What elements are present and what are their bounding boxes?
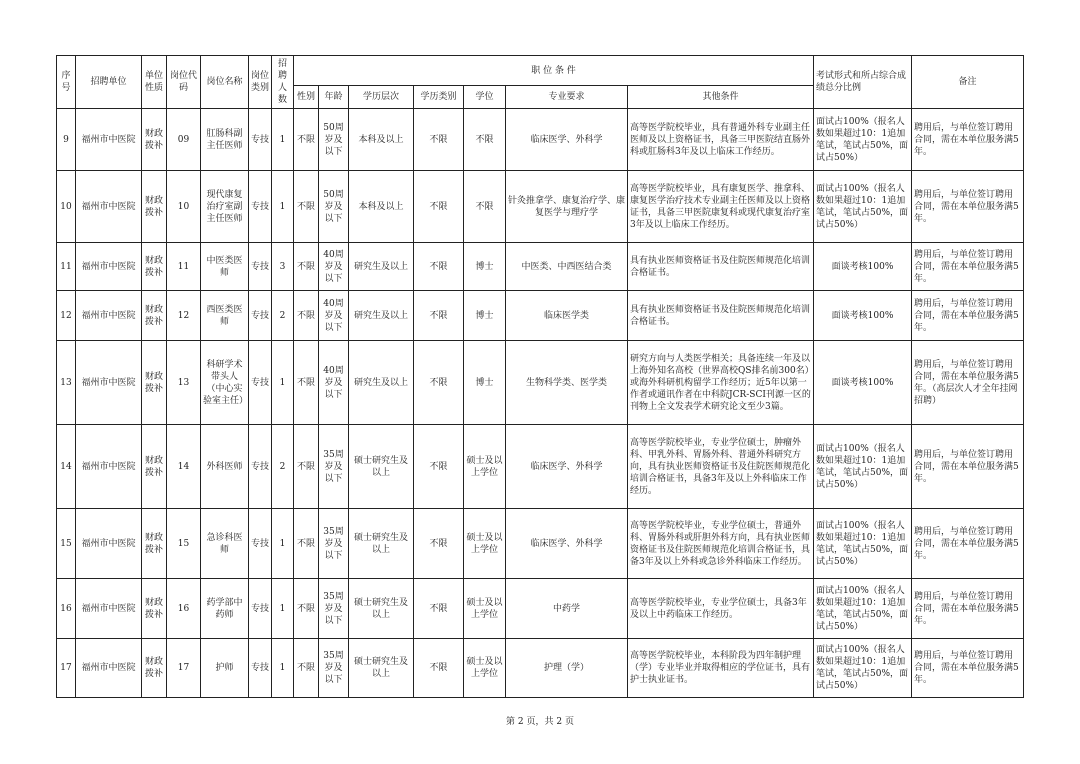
cell-code: 12 — [167, 291, 201, 341]
cell-major: 生物科学类、医学类 — [506, 341, 628, 425]
cell-age: 35周岁及以下 — [319, 425, 349, 509]
header-remark: 备注 — [912, 56, 1024, 109]
cell-nature: 财政拨补 — [142, 509, 167, 579]
cell-remark: 聘用后，与单位签订聘用合同，需在本单位服务满5年。 — [912, 243, 1024, 291]
cell-nature: 财政拨补 — [142, 639, 167, 698]
cell-other: 高等医学院校毕业，专业学位硕士，普通外科、胃肠外科或肝胆外科方向，具有执业医师资格证书及住院医师规范化培训合格证书，具备3年及以上外科或急诊外科临床工作经历。 — [628, 509, 814, 579]
cell-major: 中医类、中西医结合类 — [506, 243, 628, 291]
table-row — [57, 639, 1024, 698]
cell-edu-level: 本科及以上 — [349, 109, 414, 171]
header-edu-type: 学历类别 — [414, 86, 464, 109]
page-footer: 第 2 页，共 2 页 — [506, 717, 574, 727]
cell-seq: 15 — [57, 509, 76, 579]
cell-gender: 不限 — [294, 639, 319, 698]
cell-gender: 不限 — [294, 579, 319, 639]
cell-edu-type: 不限 — [414, 425, 464, 509]
cell-category: 专技 — [249, 341, 272, 425]
cell-category: 专技 — [249, 425, 272, 509]
cell-remark: 聘用后，与单位签订聘用合同，需在本单位服务满5年。 — [912, 291, 1024, 341]
cell-edu-level: 硕士研究生及以上 — [349, 579, 414, 639]
cell-seq: 9 — [57, 109, 76, 171]
cell-age: 35周岁及以下 — [319, 639, 349, 698]
cell-seq: 16 — [57, 579, 76, 639]
header-conditions: 职 位 条 件 — [294, 56, 814, 86]
cell-seq: 12 — [57, 291, 76, 341]
cell-unit: 福州市中医院 — [76, 109, 142, 171]
cell-count: 1 — [272, 171, 294, 243]
cell-nature: 财政拨补 — [142, 171, 167, 243]
cell-other: 研究方向与人类医学相关；具备连续一年及以上海外知名高校（世界高校QS排名前300名）或海外科研机构留学工作经历；近5年以第一作者或通讯作者在中科院JCR-SCI刊源一区的刊物上全文发表学术研究论文至少3篇。 — [628, 341, 814, 425]
cell-code: 14 — [167, 425, 201, 509]
table-row — [57, 109, 1024, 171]
cell-gender: 不限 — [294, 171, 319, 243]
cell-gender: 不限 — [294, 341, 319, 425]
cell-name: 急诊科医师 — [201, 509, 249, 579]
cell-age: 35周岁及以下 — [319, 509, 349, 579]
cell-degree: 硕士及以上学位 — [464, 425, 506, 509]
cell-other: 高等医学院校毕业，专业学位硕士，具备3年及以上中药临床工作经历。 — [628, 579, 814, 639]
cell-major: 临床医学、外科学 — [506, 509, 628, 579]
cell-other: 高等医学院校毕业，专业学位硕士，肿瘤外科、甲乳外科、胃肠外科、普通外科研究方向，具有执业医师资格证书及住院医师规范化培训合格证书，具备3年及以上外科临床工作经历。 — [628, 425, 814, 509]
cell-code: 13 — [167, 341, 201, 425]
cell-edu-type: 不限 — [414, 341, 464, 425]
cell-gender: 不限 — [294, 291, 319, 341]
cell-degree: 博士 — [464, 291, 506, 341]
cell-remark: 聘用后，与单位签订聘用合同，需在本单位服务满5年。 — [912, 639, 1024, 698]
cell-category: 专技 — [249, 509, 272, 579]
cell-gender: 不限 — [294, 243, 319, 291]
cell-degree: 硕士及以上学位 — [464, 639, 506, 698]
cell-edu-type: 不限 — [414, 509, 464, 579]
cell-degree: 博士 — [464, 341, 506, 425]
header-name: 岗位名称 — [201, 56, 249, 109]
cell-major: 临床医学、外科学 — [506, 425, 628, 509]
header-age: 年龄 — [319, 86, 349, 109]
cell-age: 40周岁及以下 — [319, 341, 349, 425]
cell-exam: 面试占100%（报名人数如果超过10：1追加笔试，笔试占50%，面试占50%） — [814, 579, 912, 639]
cell-code: 11 — [167, 243, 201, 291]
header-nature: 单位性质 — [142, 56, 167, 109]
cell-exam: 面谈考核100% — [814, 291, 912, 341]
cell-code: 15 — [167, 509, 201, 579]
cell-exam: 面试占100%（报名人数如果超过10：1追加笔试，笔试占50%，面试占50%） — [814, 509, 912, 579]
header-other: 其他条件 — [628, 86, 814, 109]
cell-unit: 福州市中医院 — [76, 425, 142, 509]
cell-degree: 硕士及以上学位 — [464, 509, 506, 579]
cell-edu-type: 不限 — [414, 243, 464, 291]
header-major: 专业要求 — [506, 86, 628, 109]
table-row — [57, 425, 1024, 509]
cell-seq: 11 — [57, 243, 76, 291]
cell-category: 专技 — [249, 243, 272, 291]
cell-edu-level: 硕士研究生及以上 — [349, 425, 414, 509]
header-category: 岗位类别 — [249, 56, 272, 109]
cell-edu-type: 不限 — [414, 291, 464, 341]
cell-count: 2 — [272, 291, 294, 341]
cell-count: 1 — [272, 639, 294, 698]
table-row — [57, 291, 1024, 341]
cell-name: 中医类医师 — [201, 243, 249, 291]
cell-count: 3 — [272, 243, 294, 291]
cell-name: 科研学术带头人（中心实验室主任） — [201, 341, 249, 425]
cell-exam: 面试占100%（报名人数如果超过10：1追加笔试，笔试占50%，面试占50%） — [814, 171, 912, 243]
cell-seq: 14 — [57, 425, 76, 509]
cell-count: 1 — [272, 341, 294, 425]
cell-count: 1 — [272, 509, 294, 579]
header-edu-level: 学历层次 — [349, 86, 414, 109]
header-degree: 学位 — [464, 86, 506, 109]
header-gender: 性别 — [294, 86, 319, 109]
cell-edu-type: 不限 — [414, 639, 464, 698]
cell-major: 临床医学、外科学 — [506, 109, 628, 171]
cell-exam: 面试占100%（报名人数如果超过10：1追加笔试，笔试占50%，面试占50%） — [814, 109, 912, 171]
cell-seq: 17 — [57, 639, 76, 698]
cell-name: 药学部中药师 — [201, 579, 249, 639]
cell-seq: 10 — [57, 171, 76, 243]
cell-other: 具有执业医师资格证书及住院医师规范化培训合格证书。 — [628, 291, 814, 341]
cell-code: 17 — [167, 639, 201, 698]
cell-code: 16 — [167, 579, 201, 639]
header-unit: 招聘单位 — [76, 56, 142, 109]
cell-edu-level: 研究生及以上 — [349, 291, 414, 341]
cell-nature: 财政拨补 — [142, 109, 167, 171]
cell-other: 高等医学院校毕业，具有康复医学、推拿科、康复医学治疗技术专业副主任医师及以上资格证书，具备三甲医院康复科或现代康复治疗室3年及以上临床工作经历。 — [628, 171, 814, 243]
cell-nature: 财政拨补 — [142, 425, 167, 509]
cell-remark: 聘用后，与单位签订聘用合同，需在本单位服务满5年。 — [912, 579, 1024, 639]
cell-exam: 面试占100%（报名人数如果超过10：1追加笔试，笔试占50%，面试占50%） — [814, 639, 912, 698]
cell-nature: 财政拨补 — [142, 341, 167, 425]
cell-count: 1 — [272, 109, 294, 171]
cell-age: 40周岁及以下 — [319, 291, 349, 341]
cell-unit: 福州市中医院 — [76, 291, 142, 341]
cell-degree: 博士 — [464, 243, 506, 291]
cell-category: 专技 — [249, 639, 272, 698]
table-row — [57, 171, 1024, 243]
cell-age: 50周岁及以下 — [319, 109, 349, 171]
cell-age: 50周岁及以下 — [319, 171, 349, 243]
cell-gender: 不限 — [294, 425, 319, 509]
cell-nature: 财政拨补 — [142, 291, 167, 341]
cell-unit: 福州市中医院 — [76, 639, 142, 698]
cell-unit: 福州市中医院 — [76, 509, 142, 579]
table-row — [57, 243, 1024, 291]
cell-gender: 不限 — [294, 109, 319, 171]
cell-nature: 财政拨补 — [142, 243, 167, 291]
cell-exam: 面谈考核100% — [814, 341, 912, 425]
cell-age: 40周岁及以下 — [319, 243, 349, 291]
cell-name: 肛肠科副主任医师 — [201, 109, 249, 171]
cell-edu-level: 硕士研究生及以上 — [349, 639, 414, 698]
cell-name: 西医类医师 — [201, 291, 249, 341]
table-row — [57, 341, 1024, 425]
cell-degree: 不限 — [464, 171, 506, 243]
cell-remark: 聘用后，与单位签订聘用合同，需在本单位服务满5年。 — [912, 171, 1024, 243]
cell-degree: 硕士及以上学位 — [464, 579, 506, 639]
cell-count: 1 — [272, 579, 294, 639]
header-code: 岗位代码 — [167, 56, 201, 109]
cell-other: 高等医学院校毕业，本科阶段为四年制护理（学）专业毕业并取得相应的学位证书，具有护士执业证书。 — [628, 639, 814, 698]
cell-major: 中药学 — [506, 579, 628, 639]
cell-count: 2 — [272, 425, 294, 509]
cell-exam: 面谈考核100% — [814, 243, 912, 291]
cell-edu-type: 不限 — [414, 109, 464, 171]
cell-edu-level: 研究生及以上 — [349, 341, 414, 425]
header-seq: 序号 — [57, 56, 76, 109]
cell-nature: 财政拨补 — [142, 579, 167, 639]
cell-remark: 聘用后，与单位签订聘用合同，需在本单位服务满5年。 — [912, 425, 1024, 509]
cell-seq: 13 — [57, 341, 76, 425]
cell-edu-level: 本科及以上 — [349, 171, 414, 243]
cell-remark: 聘用后，与单位签订聘用合同，需在本单位服务满5年。 — [912, 109, 1024, 171]
cell-name: 护师 — [201, 639, 249, 698]
cell-age: 35周岁及以下 — [319, 579, 349, 639]
cell-category: 专技 — [249, 171, 272, 243]
cell-other: 具有执业医师资格证书及住院医师规范化培训合格证书。 — [628, 243, 814, 291]
cell-edu-type: 不限 — [414, 579, 464, 639]
cell-remark: 聘用后，与单位签订聘用合同，需在本单位服务满5年。 — [912, 509, 1024, 579]
cell-unit: 福州市中医院 — [76, 579, 142, 639]
recruitment-table — [56, 55, 1024, 698]
cell-code: 10 — [167, 171, 201, 243]
cell-code: 09 — [167, 109, 201, 171]
cell-name: 现代康复治疗室副主任医师 — [201, 171, 249, 243]
cell-category: 专技 — [249, 579, 272, 639]
cell-remark: 聘用后，与单位签订聘用合同，需在本单位服务满5年。（高层次人才全年挂网招聘） — [912, 341, 1024, 425]
cell-other: 高等医学院校毕业，具有普通外科专业副主任医师及以上资格证书，具备三甲医院结直肠外科或肛肠科3年及以上临床工作经历。 — [628, 109, 814, 171]
cell-edu-type: 不限 — [414, 171, 464, 243]
cell-degree: 不限 — [464, 109, 506, 171]
cell-major: 临床医学类 — [506, 291, 628, 341]
cell-unit: 福州市中医院 — [76, 341, 142, 425]
cell-category: 专技 — [249, 291, 272, 341]
table-row — [57, 509, 1024, 579]
cell-category: 专技 — [249, 109, 272, 171]
cell-major: 针灸推拿学、康复治疗学、康复医学与理疗学 — [506, 171, 628, 243]
cell-unit: 福州市中医院 — [76, 243, 142, 291]
table-row — [57, 579, 1024, 639]
cell-exam: 面试占100%（报名人数如果超过10：1追加笔试，笔试占50%，面试占50%） — [814, 425, 912, 509]
cell-unit: 福州市中医院 — [76, 171, 142, 243]
header-count: 招聘人数 — [272, 56, 294, 109]
cell-gender: 不限 — [294, 509, 319, 579]
cell-name: 外科医师 — [201, 425, 249, 509]
cell-major: 护理（学） — [506, 639, 628, 698]
cell-edu-level: 研究生及以上 — [349, 243, 414, 291]
header-exam: 考试形式和所占综合成绩总分比例 — [814, 56, 912, 109]
cell-edu-level: 硕士研究生及以上 — [349, 509, 414, 579]
